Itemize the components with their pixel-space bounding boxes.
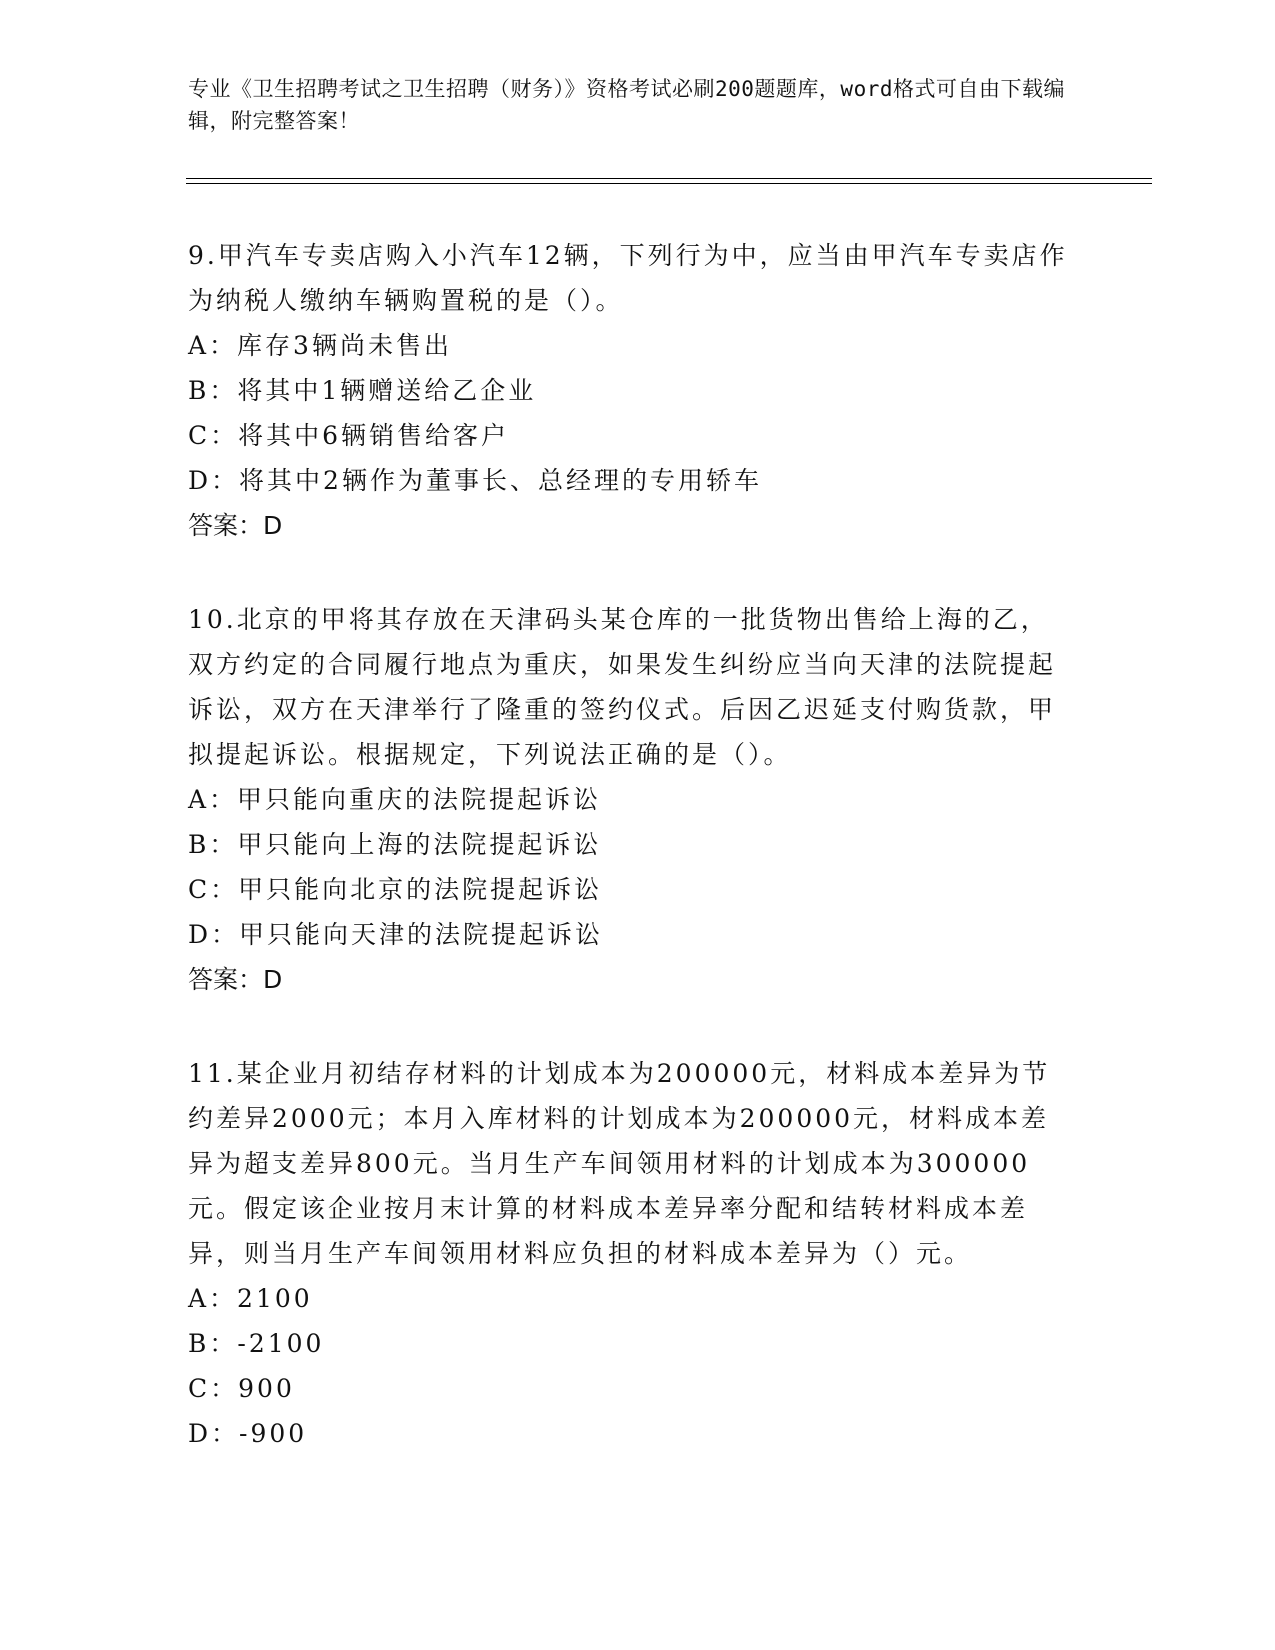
option-c: C：将其中6辆销售给客户 bbox=[188, 421, 510, 450]
question-text: 10.北京的甲将其存放在天津码头某仓库的一批货物出售给上海的乙，双方约定的合同履行地点为重庆，如果发生纠纷应当向天津的法院提起诉讼，双方在天津举行了隆重的签约仪式。后因乙迟延支付购货款，甲拟提起诉讼。根据规定，下列说法正确的是（）。 bbox=[188, 605, 1057, 769]
question-11 bbox=[188, 1051, 1068, 1456]
question-10 bbox=[188, 597, 1068, 1003]
option-b: B：将其中1辆赠送给乙企业 bbox=[188, 376, 537, 405]
header-divider-bottom bbox=[186, 183, 1152, 184]
option-d: D：-900 bbox=[188, 1419, 308, 1448]
question-text: 9.甲汽车专卖店购入小汽车12辆，下列行为中，应当由甲汽车专卖店作为纳税人缴纳车辆购置税的是（）。 bbox=[188, 241, 1068, 315]
question-text: 11.某企业月初结存材料的计划成本为200000元，材料成本差异为节约差异2000元；本月入库材料的计划成本为200000元，材料成本差异为超支差异800元。当月生产车间领用材料的计划成本为300000元。假定该企业按月末计算的材料成本差异率分配和结转材料成本差异，则当月生产车间领用材料应负担的材料成本差异为（）元。 bbox=[188, 1059, 1051, 1268]
option-a: A：库存3辆尚未售出 bbox=[188, 331, 452, 360]
option-a: A：2100 bbox=[188, 1284, 313, 1313]
question-9 bbox=[188, 233, 1068, 549]
answer: 答案：D bbox=[188, 965, 283, 994]
option-c: C：900 bbox=[188, 1374, 295, 1403]
option-d: D：将其中2辆作为董事长、总经理的专用轿车 bbox=[188, 466, 762, 495]
page-header: 专业《卫生招聘考试之卫生招聘（财务）》资格考试必刷200题题库，word格式可自由下载编辑，附完整答案！ bbox=[188, 77, 1065, 133]
option-a: A：甲只能向重庆的法院提起诉讼 bbox=[188, 785, 602, 814]
option-b: B：甲只能向上海的法院提起诉讼 bbox=[188, 830, 602, 859]
option-b: B：-2100 bbox=[188, 1329, 325, 1358]
option-c: C：甲只能向北京的法院提起诉讼 bbox=[188, 875, 603, 904]
answer: 答案：D bbox=[188, 511, 283, 540]
header-divider-top bbox=[186, 178, 1152, 179]
option-d: D：甲只能向天津的法院提起诉讼 bbox=[188, 920, 604, 949]
